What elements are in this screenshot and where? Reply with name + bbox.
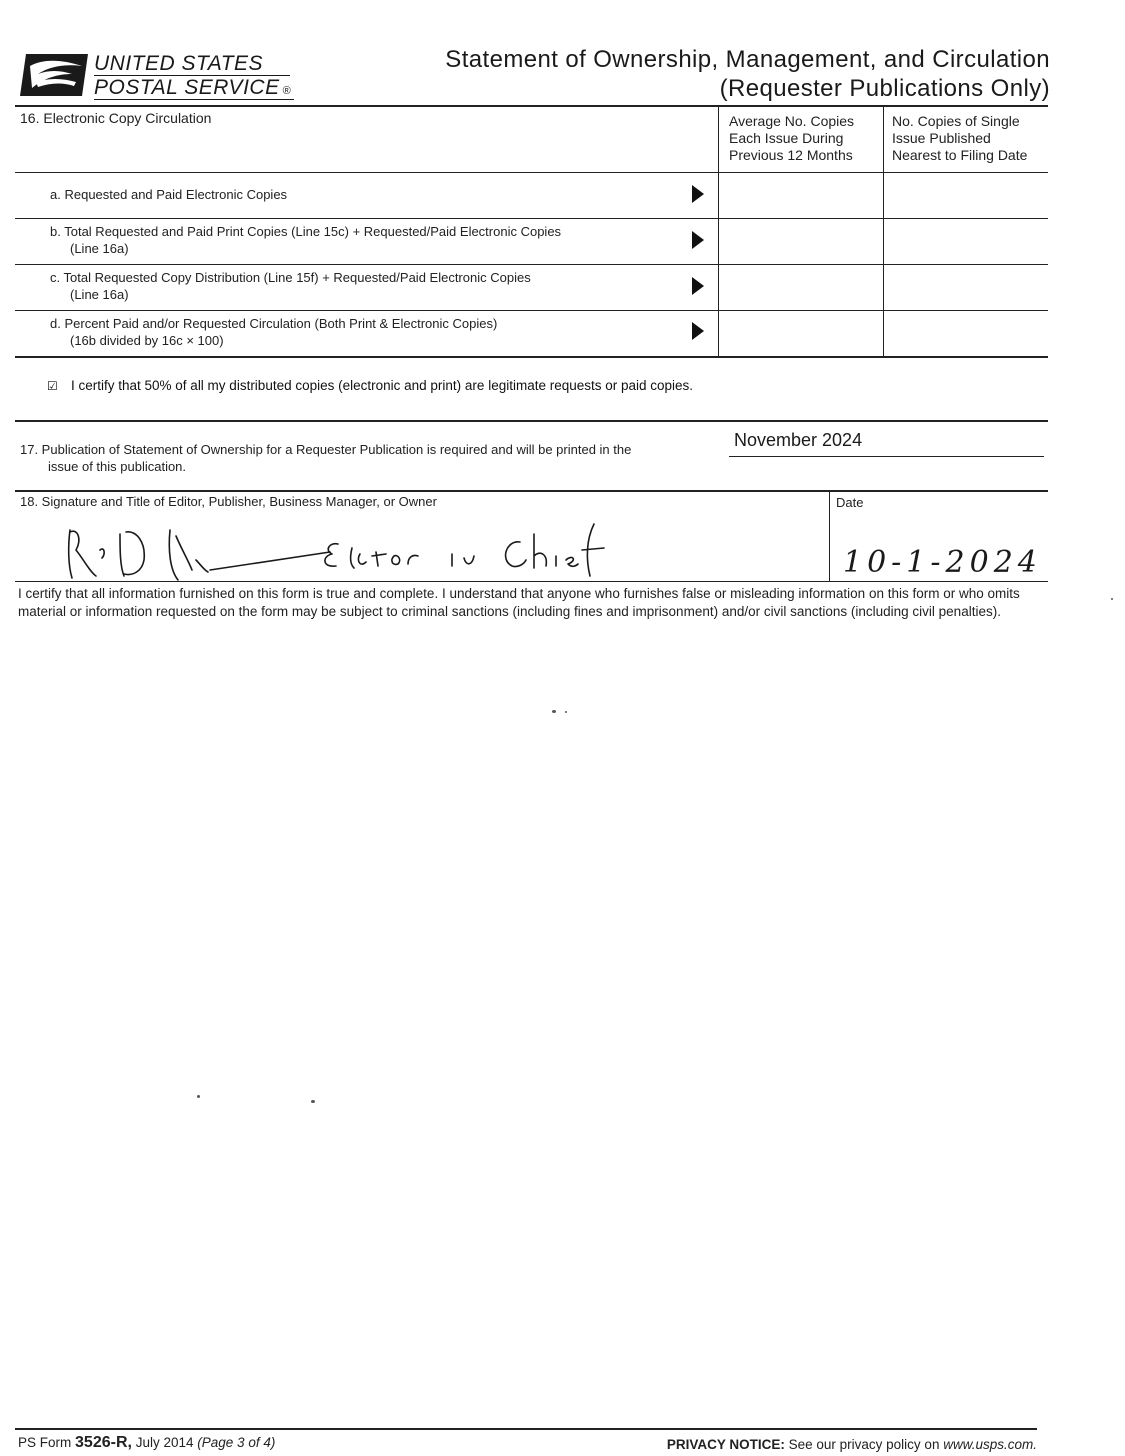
col-divider-1	[718, 106, 719, 356]
arrow-right-icon	[692, 322, 704, 340]
table-row-d: d. Percent Paid and/or Requested Circulation (Both Print & Electronic Copies) (16b divided by 16c × 100)	[50, 316, 498, 348]
col-divider-2	[883, 106, 884, 356]
scan-speck	[197, 1095, 200, 1098]
scan-speck	[565, 711, 567, 713]
handwritten-date: 10-1-2024	[843, 545, 1042, 580]
section-rule	[15, 490, 1048, 492]
row-rule	[15, 218, 1048, 219]
row-rule	[15, 310, 1048, 311]
privacy-notice: PRIVACY NOTICE: See our privacy policy on www.usps.com.	[666, 1437, 1037, 1452]
date-label: Date	[836, 495, 864, 510]
section-rule	[15, 420, 1048, 422]
scan-speck	[552, 710, 556, 713]
row-rule	[15, 264, 1048, 265]
section16-bottom-rule	[15, 356, 1048, 358]
form-subtitle: (Requester Publications Only)	[719, 75, 1050, 102]
col-header-average: Average No. Copies Each Issue During Previous 12 Months	[729, 113, 855, 163]
certify-checkbox[interactable]: ☑	[47, 379, 58, 393]
arrow-right-icon	[692, 277, 704, 295]
row-rule	[15, 172, 1048, 173]
issue-date-field[interactable]: November 2024	[734, 430, 863, 450]
arrow-right-icon	[692, 185, 704, 203]
table-row-b: b. Total Requested and Paid Print Copies (Line 15c) + Requested/Paid Electronic Copies (Line 16a)	[50, 224, 562, 256]
signature-image	[60, 520, 620, 582]
scan-speck	[1111, 598, 1113, 600]
section17-text: 17. Publication of Statement of Ownership for a Requester Publication is required and will be printed in the issue of this publication.	[20, 442, 632, 474]
col-header-single: No. Copies of Single Issue Published Nearest to Filing Date	[892, 113, 1028, 163]
scan-speck	[311, 1100, 315, 1103]
logo-underline-2	[94, 99, 294, 100]
form-title: Statement of Ownership, Management, and Circulation	[445, 46, 1050, 73]
eagle-icon	[20, 52, 90, 100]
arrow-right-icon	[692, 231, 704, 249]
logo-line1: UNITED STATES	[94, 52, 264, 75]
date-divider	[829, 491, 830, 581]
certify-paragraph: I certify that all information furnished on this form is true and complete. I understand that anyone who furnishes false or misleading information on this form or who omits material or information requested on the form may be subject to criminal sanctions (including fines and imprisonment) and/or civil sanctions (including civil penalties).	[18, 586, 1020, 619]
form-footer-id: PS Form 3526-R, July 2014 (Page 3 of 4)	[18, 1434, 276, 1451]
logo-line2: POSTAL SERVICE ®	[94, 76, 292, 99]
signature-rule	[15, 581, 1048, 582]
certify-label: I certify that 50% of all my distributed copies (electronic and print) are legitimate requests or paid copies.	[71, 378, 694, 393]
privacy-link[interactable]: www.usps.com.	[943, 1437, 1037, 1452]
header-rule	[15, 105, 1048, 107]
table-row-a: a. Requested and Paid Electronic Copies	[50, 187, 288, 202]
issue-date-underline	[729, 456, 1044, 457]
section16-title: 16. Electronic Copy Circulation	[20, 110, 212, 126]
table-row-c: c. Total Requested Copy Distribution (Line 15f) + Requested/Paid Electronic Copies (Line 16a)	[50, 270, 531, 302]
usps-logo	[20, 52, 300, 104]
section18-label: 18. Signature and Title of Editor, Publisher, Business Manager, or Owner	[20, 494, 437, 509]
footer-rule	[15, 1428, 1037, 1430]
handwritten-signature	[60, 520, 620, 587]
